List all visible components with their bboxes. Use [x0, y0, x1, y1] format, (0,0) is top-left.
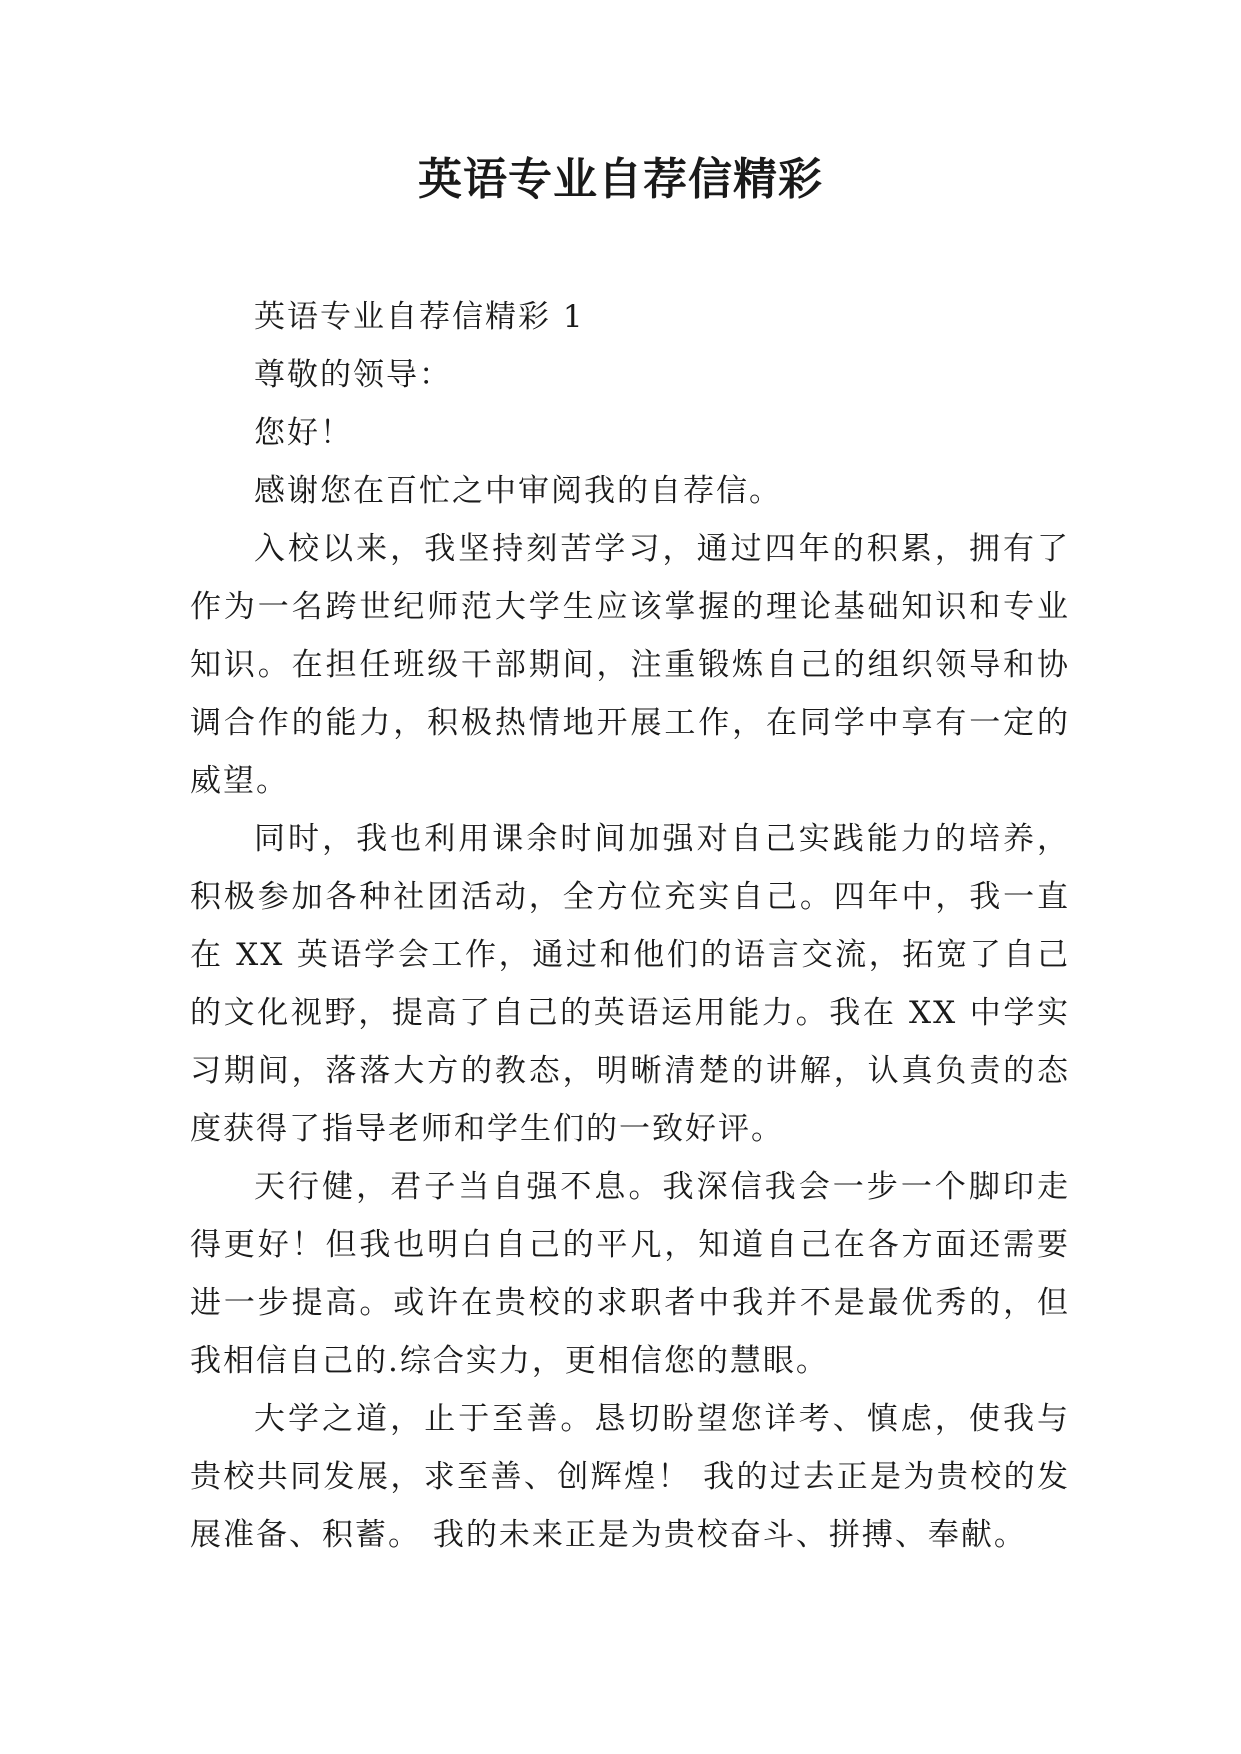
document-title: 英语专业自荐信精彩 [418, 154, 823, 205]
paragraph-thanks: 感谢您在百忙之中审阅我的自荐信。 [254, 473, 782, 509]
document-body [190, 288, 1070, 1564]
paragraph-salutation: 尊敬的领导： [254, 357, 452, 393]
paragraph-heading: 英语专业自荐信精彩 1 [254, 299, 585, 335]
paragraph-greeting: 您好！ [254, 415, 353, 451]
paragraph-practice: 同时，我也利用课余时间加强对自己实践能力的培养，积极参加各种社团活动，全方位充实自己。四年中，我一直在 XX 英语学会工作，通过和他们的语言交流，拓宽了自己的文化视野，提高了自己的英语运用能力。我在 XX 中学实习期间，落落大方的教态，明晰清楚的讲解，认真负责的态度获得了指导老师和学生们的一致好评。 [190, 821, 1070, 1147]
paragraph-motto: 天行健，君子当自强不息。我深信我会一步一个脚印走得更好！但我也明白自己的平凡，知道自己在各方面还需要进一步提高。或许在贵校的求职者中我并不是最优秀的，但我相信自己的.综合实力，更相信您的慧眼。 [190, 1169, 1070, 1379]
paragraph-study: 入校以来，我坚持刻苦学习，通过四年的积累，拥有了作为一名跨世纪师范大学生应该掌握的理论基础知识和专业知识。在担任班级干部期间，注重锻炼自己的组织领导和协调合作的能力，积极热情地开展工作，在同学中享有一定的威望。 [190, 531, 1070, 799]
paragraph-closing: 大学之道，止于至善。恳切盼望您详考、慎虑，使我与贵校共同发展，求至善、创辉煌！ 我的过去正是为贵校的发展准备、积蓄。 我的未来正是为贵校奋斗、拼搏、奉献。 [190, 1401, 1070, 1553]
